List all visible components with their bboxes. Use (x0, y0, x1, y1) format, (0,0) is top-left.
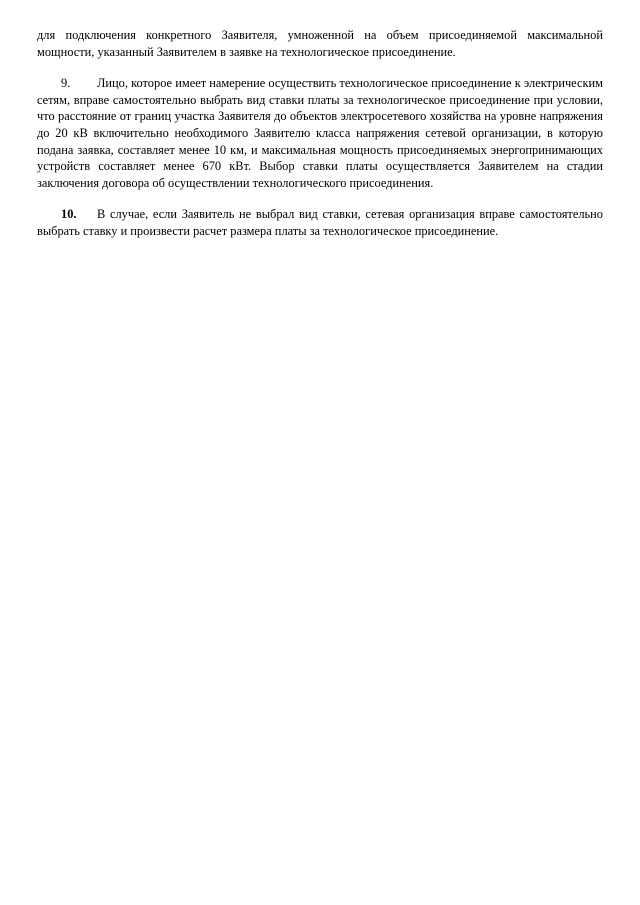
paragraph-text: Лицо, которое имеет намерение осуществить технологическое присоединение к электрическим сетям, вправе самостоятельно выбрать вид ставки платы за технологическое присоединение при условии, что расстояние от границ участка Заявителя до объектов электросетевого хозяйства на уровне напряжения до 20 кВ включительно необходимого Заявителю класса напряжения сетевой организации, в которую подана заявка, составляет менее 10 км, и максимальная мощность присоединяемых энергопринимающих устройств составляет менее 670 кВт. Выбор ставки платы осуществляется Заявителем на стадии заключения договора об осуществлении технологического присоединения. (37, 76, 603, 190)
paragraph-text: В случае, если Заявитель не выбрал вид ставки, сетевая организация вправе самостоятельно выбрать ставку и произвести расчет размера платы за технологическое присоединение. (37, 207, 603, 238)
paragraph-9 (37, 75, 603, 191)
paragraph-number: 10. (61, 207, 77, 222)
paragraph-text: для подключения конкретного Заявителя, умноженной на объем присоединяемой максимальной мощности, указанный Заявителем в заявке на технологическое присоединение. (37, 28, 603, 59)
paragraph-10 (37, 206, 603, 239)
paragraph-continuation (37, 27, 603, 60)
document-body (37, 27, 603, 255)
paragraph-number: 9. (61, 76, 71, 91)
